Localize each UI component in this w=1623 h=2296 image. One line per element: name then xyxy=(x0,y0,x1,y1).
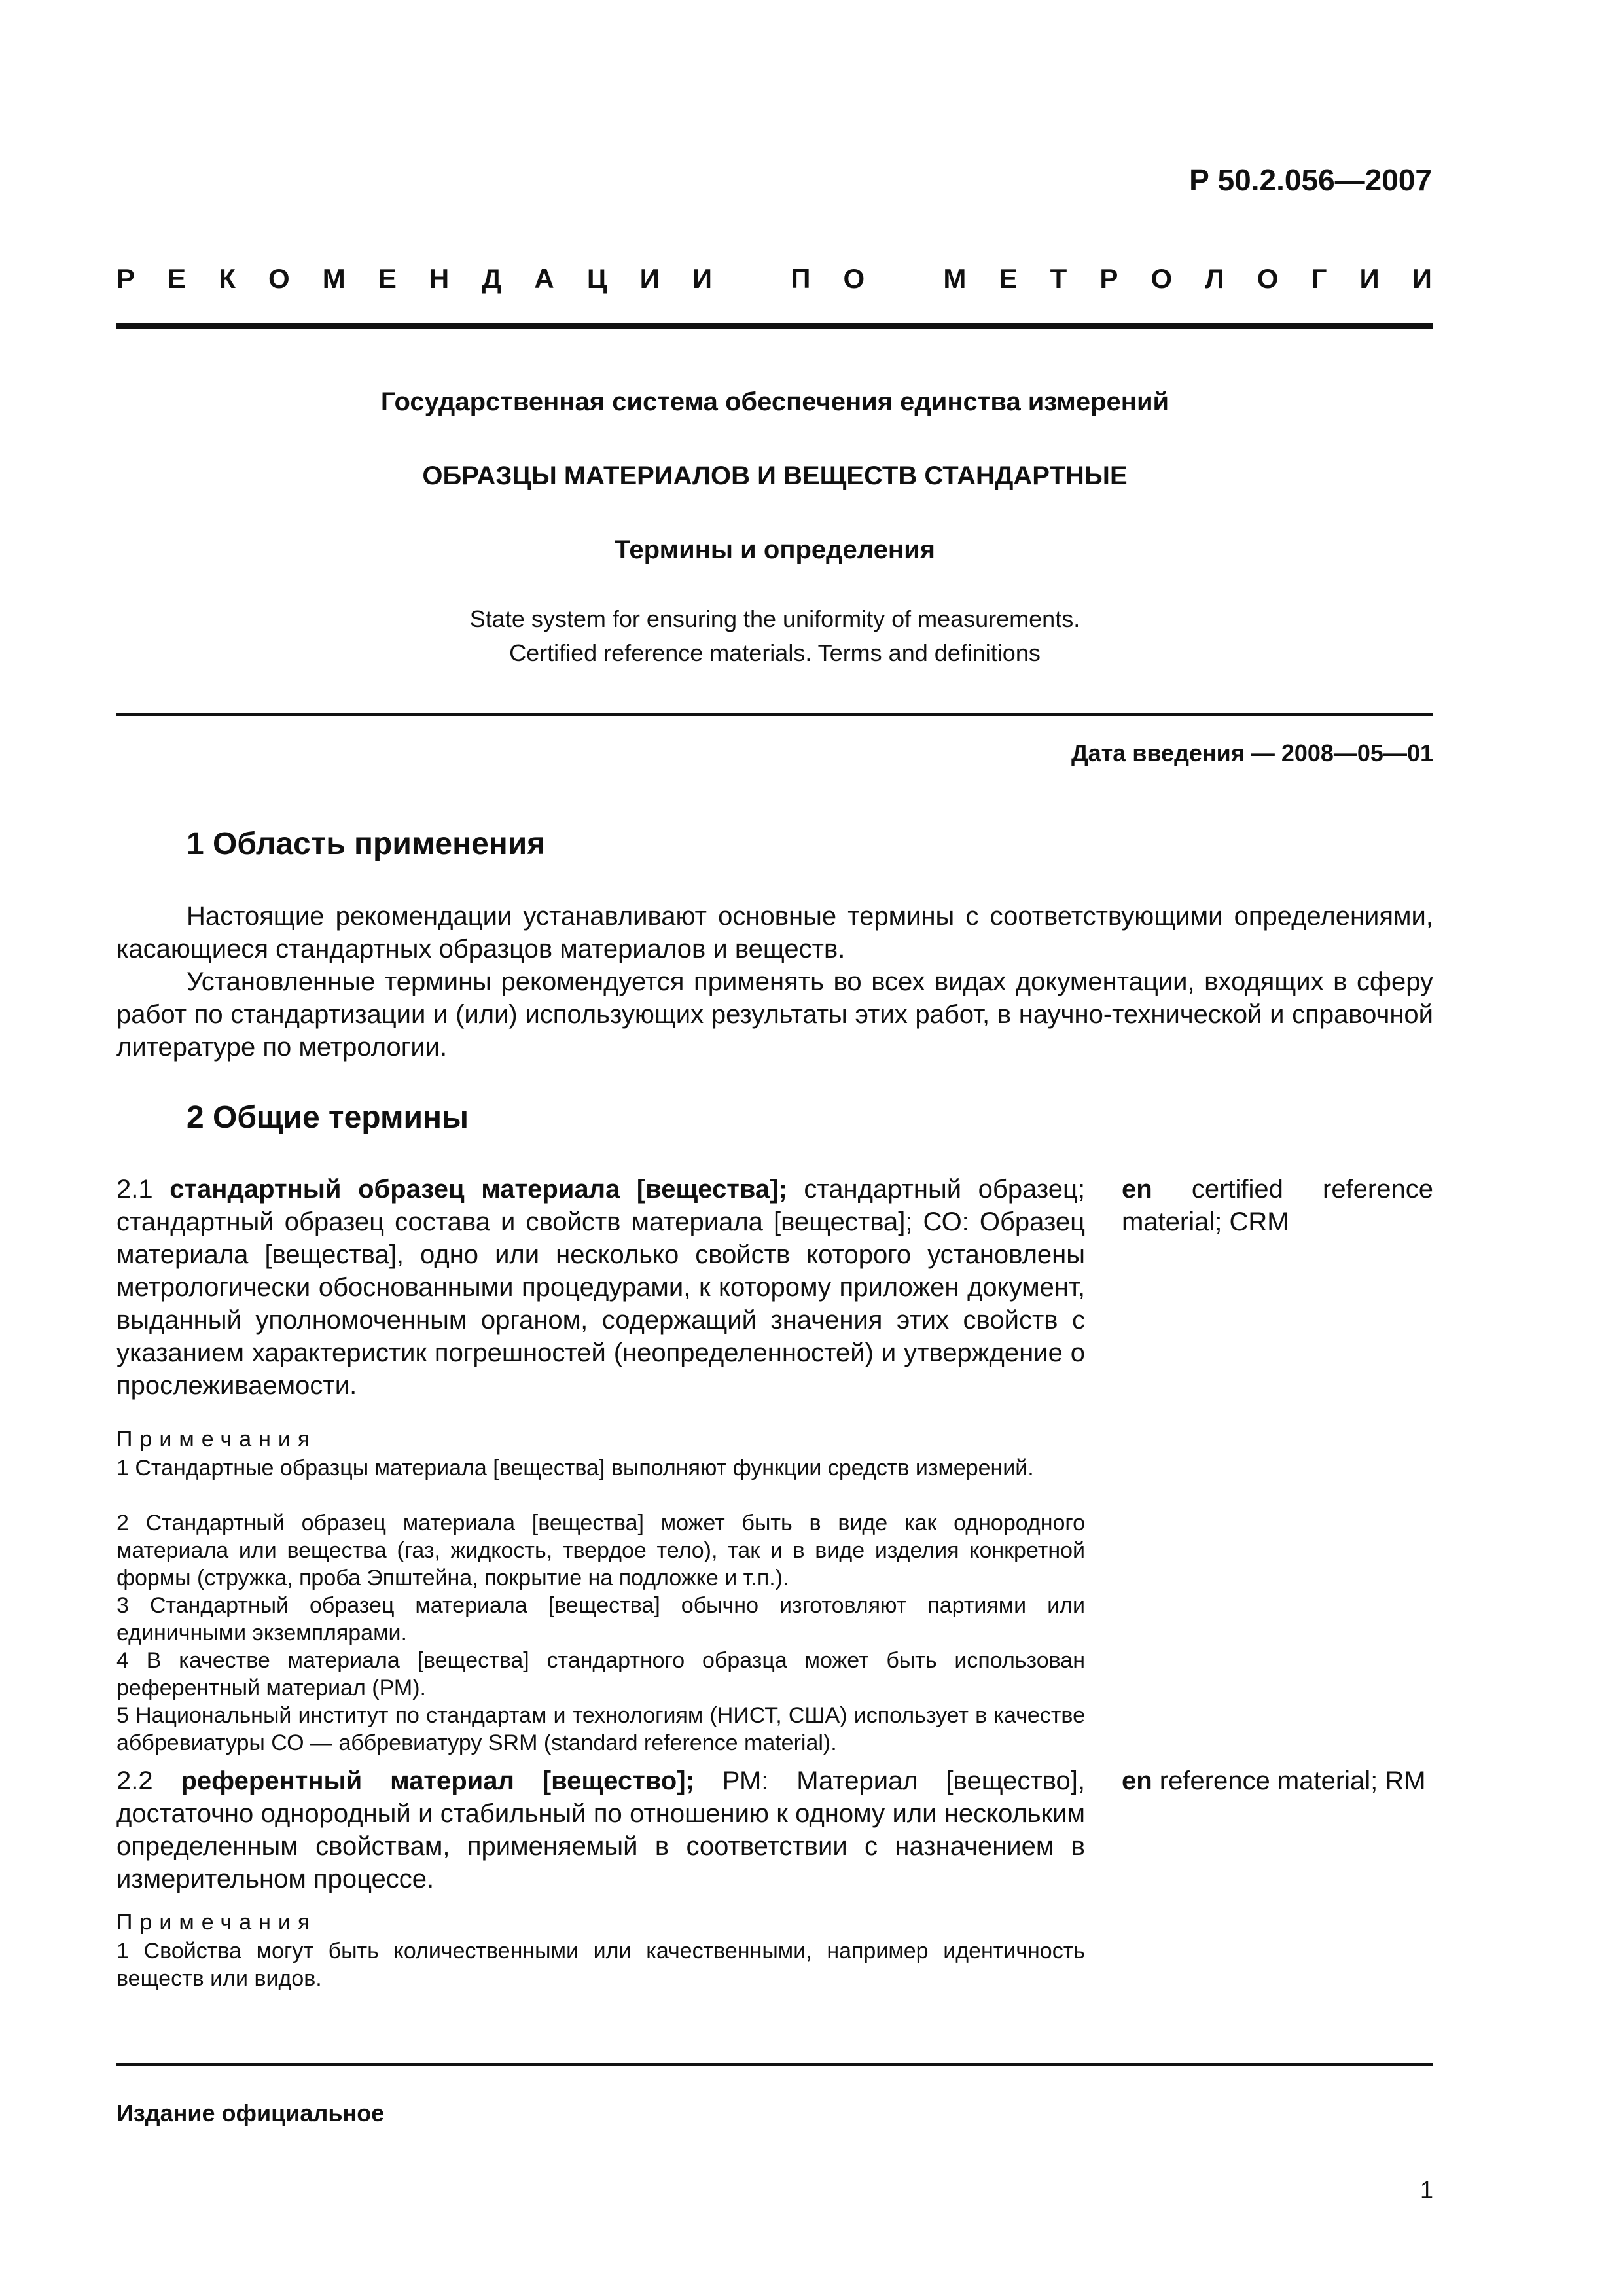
series-letter: Н xyxy=(429,263,450,294)
term-2-1-note-3: 3 Стандартный образец материала [вещества] обычно изготовляют партиями или единичными экземплярами. xyxy=(116,1593,1085,1645)
title-divider xyxy=(116,713,1433,716)
series-letter: Р xyxy=(1099,263,1118,294)
series-letter: Е xyxy=(378,263,397,294)
term-definition: стандартный образец; стандартный образец состава и свойств материала [вещества]; СО: Образец материала [вещества], одно или несколько свойств которого установлены метрологически обоснованными процедурами, к которому приложен документ, выданный уполномоченным органом, содержащий значения этих свойств с указанием характеристик погрешностей (неопределенностей) и утверждение о прослеживаемости. xyxy=(116,1175,1086,1400)
series-letter: К xyxy=(219,263,236,294)
language-tag: en xyxy=(1122,1767,1152,1795)
term-title: референтный материал [вещество]; xyxy=(181,1767,694,1795)
footer-divider xyxy=(116,2063,1433,2066)
series-letter: Д xyxy=(482,263,502,294)
series-letter: П xyxy=(791,263,811,294)
section-2-heading: 2 Общие термины xyxy=(187,1100,469,1135)
section-1-paragraph-2: Установленные термины рекомендуется применять во всех видах документации, входящих в сферу работ по стандартизации и (или) использующих результаты этих работ, в научно-технической и справочной литературе по метрологии. xyxy=(116,967,1433,1062)
term-2-2 xyxy=(116,1765,1085,1895)
term-2-1-note-5: 5 Национальный институт по стандартам и технологиям (НИСТ, США) использует в качестве аббревиатуры СО — аббревиатуру SRM (standard reference material). xyxy=(116,1703,1085,1755)
page-number: 1 xyxy=(1419,2176,1433,2203)
english-title-line-1: State system for ensuring the uniformity of measurements. xyxy=(469,605,1080,632)
term-2-1-note-2: 2 Стандартный образец материала [вещества] может быть в виде как однородного материала или вещества (газ, жидкость, твердое тело), так и в виде изделия конкретной формы (стружка, проба Эпштейна, покрытие на подложке и т.п.). xyxy=(116,1511,1085,1590)
series-letter: Л xyxy=(1205,263,1224,294)
series-letter xyxy=(745,263,758,295)
series-letter: О xyxy=(1257,263,1279,294)
section-1-heading: 1 Область применения xyxy=(187,827,546,861)
term-2-2-notes-heading: Примечания xyxy=(116,1910,317,1935)
term-2-1-note-1: 1 Стандартные образцы материала [вещества] выполняют функции средств измерений. xyxy=(116,1456,1034,1480)
series-letter: О xyxy=(268,263,290,294)
series-letter: И xyxy=(1412,263,1432,294)
subtitle: Термины и определения xyxy=(614,535,936,564)
term-title: стандартный образец материала [вещества]; xyxy=(169,1175,787,1204)
system-title: Государственная система обеспечения единства измерений xyxy=(380,387,1169,416)
english-title-line-2: Certified reference materials. Terms and definitions xyxy=(509,639,1041,666)
series-letter: М xyxy=(943,263,967,294)
term-number: 2.1 xyxy=(116,1175,170,1204)
series-letter: Е xyxy=(999,263,1018,294)
english-equivalent: reference material; RM xyxy=(1152,1767,1426,1795)
series-letter: Р xyxy=(116,263,135,294)
series-letter: Ц xyxy=(586,263,607,294)
term-2-1 xyxy=(116,1173,1085,1402)
series-letter: А xyxy=(534,263,554,294)
term-2-1-english xyxy=(1122,1173,1433,1238)
term-2-1-notes-heading: Примечания xyxy=(116,1427,317,1452)
series-letter: О xyxy=(843,263,865,294)
introduction-date: Дата введения — 2008—05—01 xyxy=(1071,740,1433,766)
term-2-1-note-4: 4 В качестве материала [вещества] стандартного образца может быть использован референтный материал (РМ). xyxy=(116,1648,1085,1700)
series-letter: М xyxy=(322,263,346,294)
official-edition-label: Издание официальное xyxy=(116,2100,385,2126)
section-1-paragraph-1: Настоящие рекомендации устанавливают основные термины с соответствующими определениями, касающиеся стандартных образцов материалов и веществ. xyxy=(116,902,1433,963)
main-title: ОБРАЗЦЫ МАТЕРИАЛОВ И ВЕЩЕСТВ СТАНДАРТНЫЕ xyxy=(422,461,1128,490)
english-title xyxy=(116,602,1433,670)
series-letter: И xyxy=(1359,263,1380,294)
term-2-2-note-1: 1 Свойства могут быть количественными или качественными, например идентичность веществ или видов. xyxy=(116,1939,1085,1991)
series-letter: И xyxy=(639,263,660,294)
series-letter: О xyxy=(1150,263,1173,294)
english-equivalent: certified reference material; CRM xyxy=(1122,1175,1433,1236)
term-number: 2.2 xyxy=(116,1767,181,1795)
series-letter: Т xyxy=(1050,263,1067,294)
series-letter: И xyxy=(692,263,713,294)
document-number: Р 50.2.056—2007 xyxy=(1189,163,1432,197)
series-title xyxy=(116,263,1432,295)
language-tag: en xyxy=(1122,1175,1152,1204)
series-letter: Е xyxy=(168,263,187,294)
header-divider xyxy=(116,323,1433,329)
term-2-2-english xyxy=(1122,1765,1433,1797)
series-letter: Г xyxy=(1311,263,1327,294)
term-definition: РМ: Материал [вещество], достаточно однородный и стабильный по отношению к одному или нескольким определенным свойствам, применяемый в соответствии с назначением в измерительном процессе. xyxy=(116,1767,1086,1893)
series-letter xyxy=(897,263,910,295)
